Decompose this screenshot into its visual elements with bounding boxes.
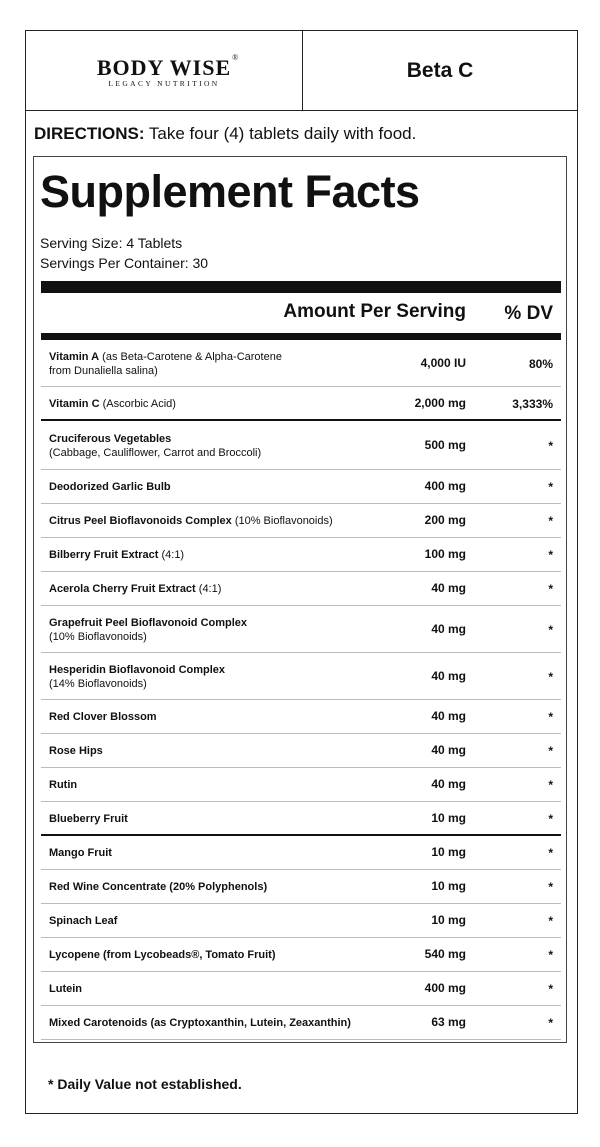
ingredient-title: Mixed Carotenoids (as Cryptoxanthin, Lutein, Zeaxanthin) xyxy=(49,1017,351,1029)
ingredient-title: Cruciferous Vegetables xyxy=(49,432,172,445)
ingredient-title: Red Clover Blossom xyxy=(49,711,157,723)
ingredient-name xyxy=(49,663,389,691)
table-row xyxy=(41,504,561,538)
ingredient-detail: (10% Bioflavonoids) xyxy=(231,515,333,527)
table-row xyxy=(41,768,561,802)
ingredient-name xyxy=(49,582,389,596)
ingredient-detail: (4:1) xyxy=(195,583,222,595)
table-row xyxy=(41,802,561,836)
ingredient-name xyxy=(49,548,389,562)
table-row xyxy=(41,938,561,972)
facts-title: Supplement Facts xyxy=(40,166,420,217)
ingredient-amount: 40 mg xyxy=(431,709,466,723)
table-row xyxy=(41,340,561,387)
directions xyxy=(34,124,416,144)
ingredient-name xyxy=(49,432,389,460)
footnote: * Daily Value not established. xyxy=(48,1076,242,1092)
ingredient-title: Bilberry Fruit Extract xyxy=(49,549,159,561)
ingredient-detail: (Ascorbic Acid) xyxy=(99,398,176,410)
ingredient-dv: * xyxy=(548,480,553,494)
ingredient-dv: * xyxy=(548,914,553,928)
medium-rule xyxy=(41,333,561,340)
ingredient-dv: 3,333% xyxy=(512,397,553,411)
ingredient-name xyxy=(49,812,389,826)
ingredient-amount: 200 mg xyxy=(424,513,466,527)
ingredient-amount: 40 mg xyxy=(431,581,466,595)
ingredient-name xyxy=(49,846,389,860)
ingredient-title: Red Wine Concentrate (20% Polyphenols) xyxy=(49,881,268,893)
ingredient-dv: 80% xyxy=(528,356,553,371)
ingredient-amount: 100 mg xyxy=(424,547,466,561)
table-row xyxy=(41,572,561,606)
ingredient-dv: * xyxy=(548,1016,553,1030)
registered-mark: ® xyxy=(232,53,240,62)
ingredient-dv: * xyxy=(548,812,553,826)
label-frame xyxy=(25,30,578,1114)
ingredient-amount: 4,000 IU xyxy=(420,355,466,370)
ingredient-name xyxy=(49,1016,389,1030)
ingredient-amount: 400 mg xyxy=(424,981,466,995)
ingredient-name xyxy=(49,778,389,792)
table-row xyxy=(41,653,561,700)
thick-rule xyxy=(41,281,561,293)
column-header-row xyxy=(41,293,561,333)
ingredient-title: Citrus Peel Bioflavonoids Complex xyxy=(49,515,232,527)
ingredient-name xyxy=(49,616,389,644)
ingredient-dv: * xyxy=(548,710,553,724)
ingredient-title: Vitamin C xyxy=(49,398,100,410)
table-row xyxy=(41,904,561,938)
ingredient-name xyxy=(49,948,389,962)
ingredient-title: Grapefruit Peel Bioflavonoid Complex xyxy=(49,616,248,629)
ingredient-title: Rose Hips xyxy=(49,745,103,757)
ingredient-title: Lutein xyxy=(49,983,82,995)
ingredient-name xyxy=(49,914,389,928)
ingredient-name xyxy=(49,880,389,894)
ingredient-dv: * xyxy=(548,548,553,562)
ingredient-amount: 540 mg xyxy=(424,947,466,961)
table-row xyxy=(41,606,561,653)
ingredient-dv: * xyxy=(548,846,553,860)
amount-header: Amount Per Serving xyxy=(283,301,466,322)
ingredient-title: Rutin xyxy=(49,779,78,791)
ingredient-detail: (as Beta-Carotene & Alpha-Carotene xyxy=(99,350,282,363)
directions-text: Take four (4) tablets daily with food. xyxy=(148,124,417,143)
ingredient-table xyxy=(41,340,561,1040)
table-row xyxy=(41,387,561,421)
ingredient-dv: * xyxy=(548,514,553,528)
ingredient-amount: 40 mg xyxy=(431,743,466,757)
ingredient-amount: 40 mg xyxy=(431,621,466,636)
table-row xyxy=(41,836,561,870)
ingredient-detail-line2: (10% Bioflavonoids) xyxy=(49,630,147,643)
brand-name: BODY WISE ® xyxy=(96,53,240,80)
servings-per-container: Servings Per Container: 30 xyxy=(40,255,209,271)
ingredient-title: Acerola Cherry Fruit Extract xyxy=(49,583,196,595)
directions-label: DIRECTIONS: xyxy=(34,124,145,143)
serving-info xyxy=(40,233,208,273)
ingredient-detail-line2: (Cabbage, Cauliflower, Carrot and Broccoli) xyxy=(49,446,262,459)
ingredient-amount: 10 mg xyxy=(431,845,466,859)
table-row xyxy=(41,972,561,1006)
ingredient-detail: (4:1) xyxy=(158,549,185,561)
ingredient-detail-line2: (14% Bioflavonoids) xyxy=(49,677,147,690)
ingredient-name xyxy=(49,710,389,724)
ingredient-title: Deodorized Garlic Bulb xyxy=(49,481,171,493)
ingredient-title: Mango Fruit xyxy=(49,847,112,859)
label-header xyxy=(26,31,577,111)
dv-header: % DV xyxy=(504,303,553,324)
table-row xyxy=(41,700,561,734)
ingredient-title: Blueberry Fruit xyxy=(49,813,128,825)
ingredient-amount: 40 mg xyxy=(431,777,466,791)
brand-logo xyxy=(26,31,302,111)
ingredient-name xyxy=(49,350,389,378)
ingredient-amount: 10 mg xyxy=(431,913,466,927)
ingredient-dv: * xyxy=(548,669,553,684)
ingredient-dv: * xyxy=(548,582,553,596)
ingredient-dv: * xyxy=(548,778,553,792)
ingredient-name xyxy=(49,397,389,411)
ingredient-amount: 10 mg xyxy=(431,879,466,893)
brand-subtitle: LEGACY NUTRITION xyxy=(108,79,220,88)
ingredient-dv: * xyxy=(548,948,553,962)
ingredient-title: Vitamin A xyxy=(49,350,100,363)
ingredient-amount: 40 mg xyxy=(431,668,466,683)
ingredient-dv: * xyxy=(548,880,553,894)
ingredient-title: Lycopene (from Lycobeads®, Tomato Fruit) xyxy=(49,949,276,961)
ingredient-detail-line2: from Dunaliella salina) xyxy=(49,364,158,377)
table-row xyxy=(41,538,561,572)
ingredient-title: Spinach Leaf xyxy=(49,915,118,927)
serving-size: Serving Size: 4 Tablets xyxy=(40,235,183,251)
ingredient-dv: * xyxy=(548,744,553,758)
ingredient-name xyxy=(49,514,389,528)
ingredient-name xyxy=(49,744,389,758)
table-row xyxy=(41,470,561,504)
ingredient-dv: * xyxy=(548,438,553,453)
ingredient-dv: * xyxy=(548,982,553,996)
ingredient-amount: 500 mg xyxy=(424,437,466,452)
ingredient-name xyxy=(49,480,389,494)
table-row xyxy=(41,870,561,904)
ingredient-dv: * xyxy=(548,622,553,637)
product-name: Beta C xyxy=(406,59,474,82)
ingredient-amount: 2,000 mg xyxy=(414,396,466,410)
ingredient-amount: 10 mg xyxy=(431,811,466,825)
table-row xyxy=(41,421,561,470)
ingredient-name xyxy=(49,982,389,996)
table-row xyxy=(41,1006,561,1040)
ingredient-amount: 400 mg xyxy=(424,479,466,493)
ingredient-title: Hesperidin Bioflavonoid Complex xyxy=(49,663,226,676)
ingredient-amount: 63 mg xyxy=(431,1015,466,1029)
supplement-facts-panel xyxy=(33,156,567,1043)
table-row xyxy=(41,734,561,768)
